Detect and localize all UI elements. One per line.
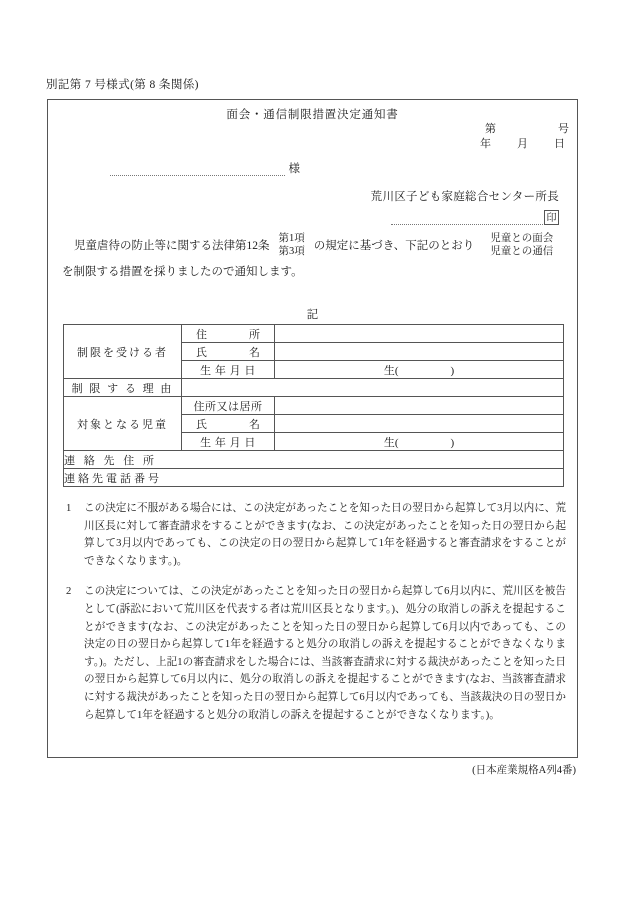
- addressee-input-line[interactable]: [110, 164, 285, 176]
- document-title: 面会・通信制限措置決定通知書: [226, 109, 399, 121]
- day-label: 日: [554, 138, 565, 150]
- restriction-option-1[interactable]: 児童との面会: [490, 233, 554, 244]
- restricted-person-group-label: 制限を受ける者: [64, 325, 182, 379]
- legal-basis-paragraph: [62, 232, 567, 279]
- number-label: 第: [485, 123, 496, 135]
- target-child-name-value[interactable]: [275, 415, 564, 433]
- paper-size-note: (日本産業規格A列4番): [472, 765, 576, 776]
- restricted-person-address-value[interactable]: [275, 325, 564, 343]
- restriction-options[interactable]: [490, 232, 553, 258]
- details-table: [63, 324, 564, 487]
- form-number: 別記第 7 号様式(第 8 条関係): [46, 79, 199, 91]
- birth-suffix: ): [450, 364, 455, 377]
- table-row: [64, 451, 564, 469]
- seal-stamp-box[interactable]: 印: [544, 210, 559, 225]
- note-item: [62, 500, 566, 570]
- clause-option-2[interactable]: 第3項: [278, 246, 305, 257]
- table-row: [64, 325, 564, 343]
- target-child-birthdate-value[interactable]: [275, 433, 564, 451]
- issuer-name: 荒川区子ども家庭総合センター所長: [370, 191, 559, 203]
- label-char: 氏: [196, 418, 207, 431]
- note-text: この決定については、この決定があったことを知った日の翌日から起算して6月以内に、荒川区を被告として(訴訟において荒川区を代表する者は荒川区長となります。)、処分の取消しの訴えを提起することができます(なお、この決定があったことを知った日の翌日から起算して6月以内であっても、この決定の日の翌日から起算して1年を経過すると処分の取消しの訴えを提起することができなくなります。)。ただし、上記1の審査請求をした場合には、当該審査請求に対する裁決があったことを知った日の翌日から起算して6月以内に、処分の取消しの訴えを提起することができます(なお、当該審査請求に対する裁決があったことを知った日の翌日から起算して6月以内であっても、当該裁決の日の翌日から起算して1年を経過すると処分の取消しの訴えを提起することができなくなります。)。: [84, 586, 566, 721]
- contact-phone-row[interactable]: 連絡先電話番号: [64, 469, 564, 487]
- note-number: 2: [66, 586, 72, 598]
- label-char: 名: [249, 418, 260, 431]
- document-frame: [47, 99, 578, 758]
- restricted-person-name-label: [182, 343, 275, 361]
- restricted-person-birthdate-value[interactable]: [275, 361, 564, 379]
- clause-option-1[interactable]: 第1項: [278, 233, 305, 244]
- addressee-honorific: 様: [288, 163, 300, 175]
- target-child-address-value[interactable]: [275, 397, 564, 415]
- number-unit: 号: [558, 123, 569, 135]
- table-row: [64, 469, 564, 487]
- issuer-block: [371, 188, 559, 225]
- clause-options[interactable]: [279, 232, 305, 258]
- label-char: 住: [196, 328, 207, 341]
- contact-address-row[interactable]: 連 絡 先 住 所: [64, 451, 564, 469]
- issuer-signature-line[interactable]: [391, 212, 543, 225]
- target-child-address-label: 住所又は居所: [182, 397, 275, 415]
- birth-prefix: 生(: [383, 364, 399, 377]
- addressee-field[interactable]: [110, 160, 300, 176]
- month-label: 月: [517, 138, 528, 150]
- restricted-person-birthdate-label: 生 年 月 日: [182, 361, 275, 379]
- restriction-option-2[interactable]: 児童との通信: [490, 246, 554, 257]
- note-item: [62, 583, 566, 724]
- label-char: 氏: [196, 346, 207, 359]
- year-label: 年: [480, 138, 491, 150]
- basis-text-before: 児童虐待の防止等に関する法律第12条: [74, 240, 270, 252]
- birth-suffix: ): [450, 436, 455, 449]
- table-row: [64, 397, 564, 415]
- record-heading: 記: [306, 309, 319, 321]
- restricted-person-address-label: [182, 325, 275, 343]
- legal-notes: [62, 500, 566, 737]
- birth-prefix: 生(: [383, 436, 399, 449]
- document-number-date-block: [480, 122, 569, 152]
- table-row: [64, 379, 564, 397]
- target-child-birthdate-label: 生 年 月 日: [182, 433, 275, 451]
- basis-text-after: を制限する措置を採りましたので通知します。: [62, 266, 303, 278]
- reason-value[interactable]: [182, 379, 564, 397]
- basis-text-middle: の規定に基づき、下記のとおり: [313, 240, 475, 252]
- label-char: 所: [249, 328, 260, 341]
- restricted-person-name-value[interactable]: [275, 343, 564, 361]
- note-text: この決定に不服がある場合には、この決定があったことを知った日の翌日から起算して3月以内に、荒川区長に対して審査請求をすることができます(なお、この決定があったことを知った日の翌日から起算して3月以内であっても、この決定の日の翌日から起算して1年を経過すると審査請求をすることができなくなります。)。: [84, 503, 566, 567]
- label-char: 名: [249, 346, 260, 359]
- reason-label: 制 限 す る 理 由: [64, 379, 182, 397]
- note-number: 1: [66, 503, 72, 514]
- target-child-name-label: [182, 415, 275, 433]
- seal-row: [371, 210, 559, 225]
- target-child-group-label: 対象となる児童: [64, 397, 182, 451]
